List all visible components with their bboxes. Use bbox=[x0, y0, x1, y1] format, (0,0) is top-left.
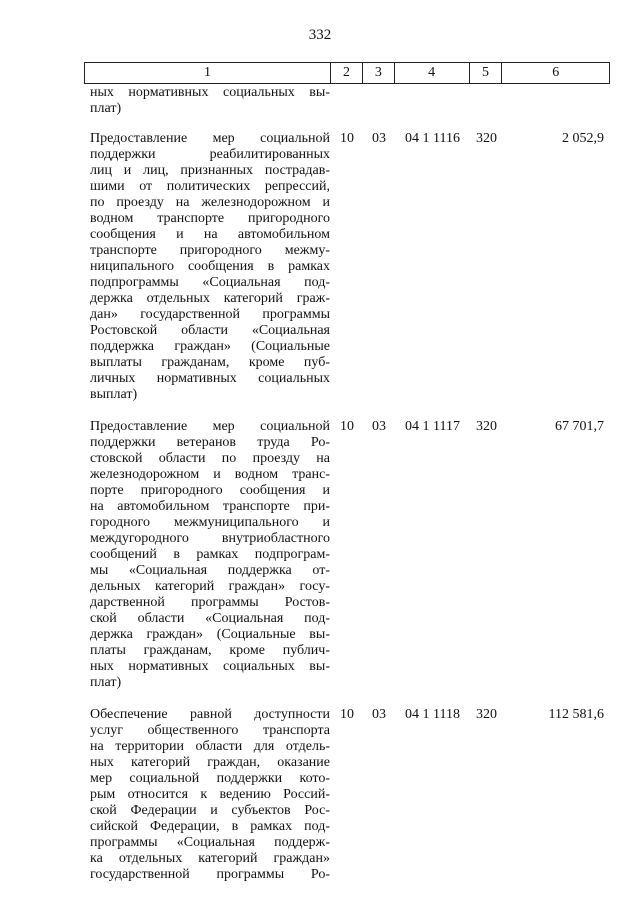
description-line: личных нормативных социальных bbox=[90, 371, 330, 386]
description-line: рым относится к ведению Россий- bbox=[90, 787, 330, 802]
description-line: по проезду на железнодорожном и bbox=[90, 195, 330, 210]
header-cell-amount: 6 bbox=[552, 65, 560, 80]
description-line: дан» государственной программы bbox=[90, 307, 330, 322]
amount-value: 2 052,9 bbox=[562, 131, 604, 146]
description-line: ской области «Социальная под- bbox=[90, 611, 330, 626]
description-line: ных категорий граждан, оказание bbox=[90, 755, 330, 770]
description-line: держка отдельных категорий граж- bbox=[90, 291, 330, 306]
description-line: мер социальной поддержки кото- bbox=[90, 771, 330, 786]
target-article-code: 04 1 1116 bbox=[405, 131, 460, 146]
subsection-code: 03 bbox=[372, 707, 386, 722]
description-line: стовской области по проезду на bbox=[90, 451, 330, 466]
table-row bbox=[84, 419, 610, 691]
amount-value: 67 701,7 bbox=[555, 419, 604, 434]
header-cell-target-article: 4 bbox=[395, 63, 470, 83]
description-line: Предоставление мер социальной bbox=[90, 131, 330, 146]
expense-type-code: 320 bbox=[476, 131, 497, 146]
description-line: на автомобильном транспорте при- bbox=[90, 499, 330, 514]
description-line: сообщений в рамках подпрограм- bbox=[90, 547, 330, 562]
row-description bbox=[84, 85, 330, 117]
description-line: подпрограммы «Социальная под- bbox=[90, 275, 330, 290]
description-line: ных нормативных социальных вы- bbox=[90, 85, 330, 100]
amount-value: 112 581,6 bbox=[548, 707, 604, 722]
description-line: ниципального сообщения в рамках bbox=[90, 259, 330, 274]
description-line: на территории области для отдель- bbox=[90, 739, 330, 754]
description-line: городного межмуниципального и bbox=[90, 515, 330, 530]
description-line: плат) bbox=[90, 101, 122, 116]
description-line: государственной программы Ро- bbox=[90, 867, 330, 882]
table-row bbox=[84, 131, 610, 403]
description-line: водном транспорте пригородного bbox=[90, 211, 330, 226]
description-line: дарственной программы Ростов- bbox=[90, 595, 330, 610]
table-row bbox=[84, 707, 610, 883]
subsection-code: 03 bbox=[372, 419, 386, 434]
page-number: 332 bbox=[308, 27, 332, 43]
expense-type-code: 320 bbox=[476, 419, 497, 434]
description-line: шими от политических репрессий, bbox=[90, 179, 330, 194]
description-line: Предоставление мер социальной bbox=[90, 419, 330, 434]
description-line: порте пригородного сообщения и bbox=[90, 483, 330, 498]
description-line: ных нормативных социальных вы- bbox=[90, 659, 330, 674]
target-article-code: 04 1 1117 bbox=[405, 419, 460, 434]
description-line: платы гражданам, кроме публич- bbox=[90, 643, 330, 658]
description-line: выплаты гражданам, кроме пуб- bbox=[90, 355, 330, 370]
expense-type-code: 320 bbox=[476, 707, 497, 722]
description-line: плат) bbox=[90, 675, 122, 690]
description-line: лиц и лиц, признанных пострадав- bbox=[90, 163, 330, 178]
description-line: поддержки реабилитированных bbox=[90, 147, 330, 162]
description-line: поддержки ветеранов труда Ро- bbox=[90, 435, 330, 450]
description-line: выплат) bbox=[90, 387, 138, 402]
description-line: Ростовской области «Социальная bbox=[90, 323, 330, 338]
description-line: сообщения и на автомобильном bbox=[90, 227, 330, 242]
description-line: сийской Федерации, в рамках под- bbox=[90, 819, 330, 834]
description-line: программы «Социальная поддерж- bbox=[90, 835, 330, 850]
description-line: транспорте пригородного межму- bbox=[90, 243, 330, 258]
description-line: дельных категорий граждан» госу- bbox=[90, 579, 330, 594]
table-header-row bbox=[84, 62, 610, 84]
description-line: поддержка граждан» (Социальные bbox=[90, 339, 330, 354]
description-line: мы «Социальная поддержка от- bbox=[90, 563, 330, 578]
subsection-code: 03 bbox=[372, 131, 386, 146]
row-description bbox=[84, 707, 330, 883]
description-line: ской Федерации и субъектов Рос- bbox=[90, 803, 330, 818]
header-cell-subsection: 3 bbox=[363, 63, 395, 83]
row-description bbox=[84, 131, 330, 403]
description-line: ка отдельных категорий граждан» bbox=[90, 851, 330, 866]
row-description bbox=[84, 419, 330, 691]
description-line: услуг общественного транспорта bbox=[90, 723, 330, 738]
table-body bbox=[84, 85, 610, 899]
header-cell-expense-type: 5 bbox=[470, 63, 503, 83]
header-cell-section: 2 bbox=[331, 63, 363, 83]
description-line: междугородного внутриобластного bbox=[90, 531, 330, 546]
header-cell-description: 1 bbox=[85, 63, 331, 83]
section-code: 10 bbox=[340, 131, 354, 146]
section-code: 10 bbox=[340, 707, 354, 722]
target-article-code: 04 1 1118 bbox=[405, 707, 460, 722]
description-line: держка граждан» (Социальные вы- bbox=[90, 627, 330, 642]
table-row-continued bbox=[84, 85, 610, 117]
section-code: 10 bbox=[340, 419, 354, 434]
description-line: Обеспечение равной доступности bbox=[90, 707, 330, 722]
description-line: железнодорожном и водном транс- bbox=[90, 467, 330, 482]
